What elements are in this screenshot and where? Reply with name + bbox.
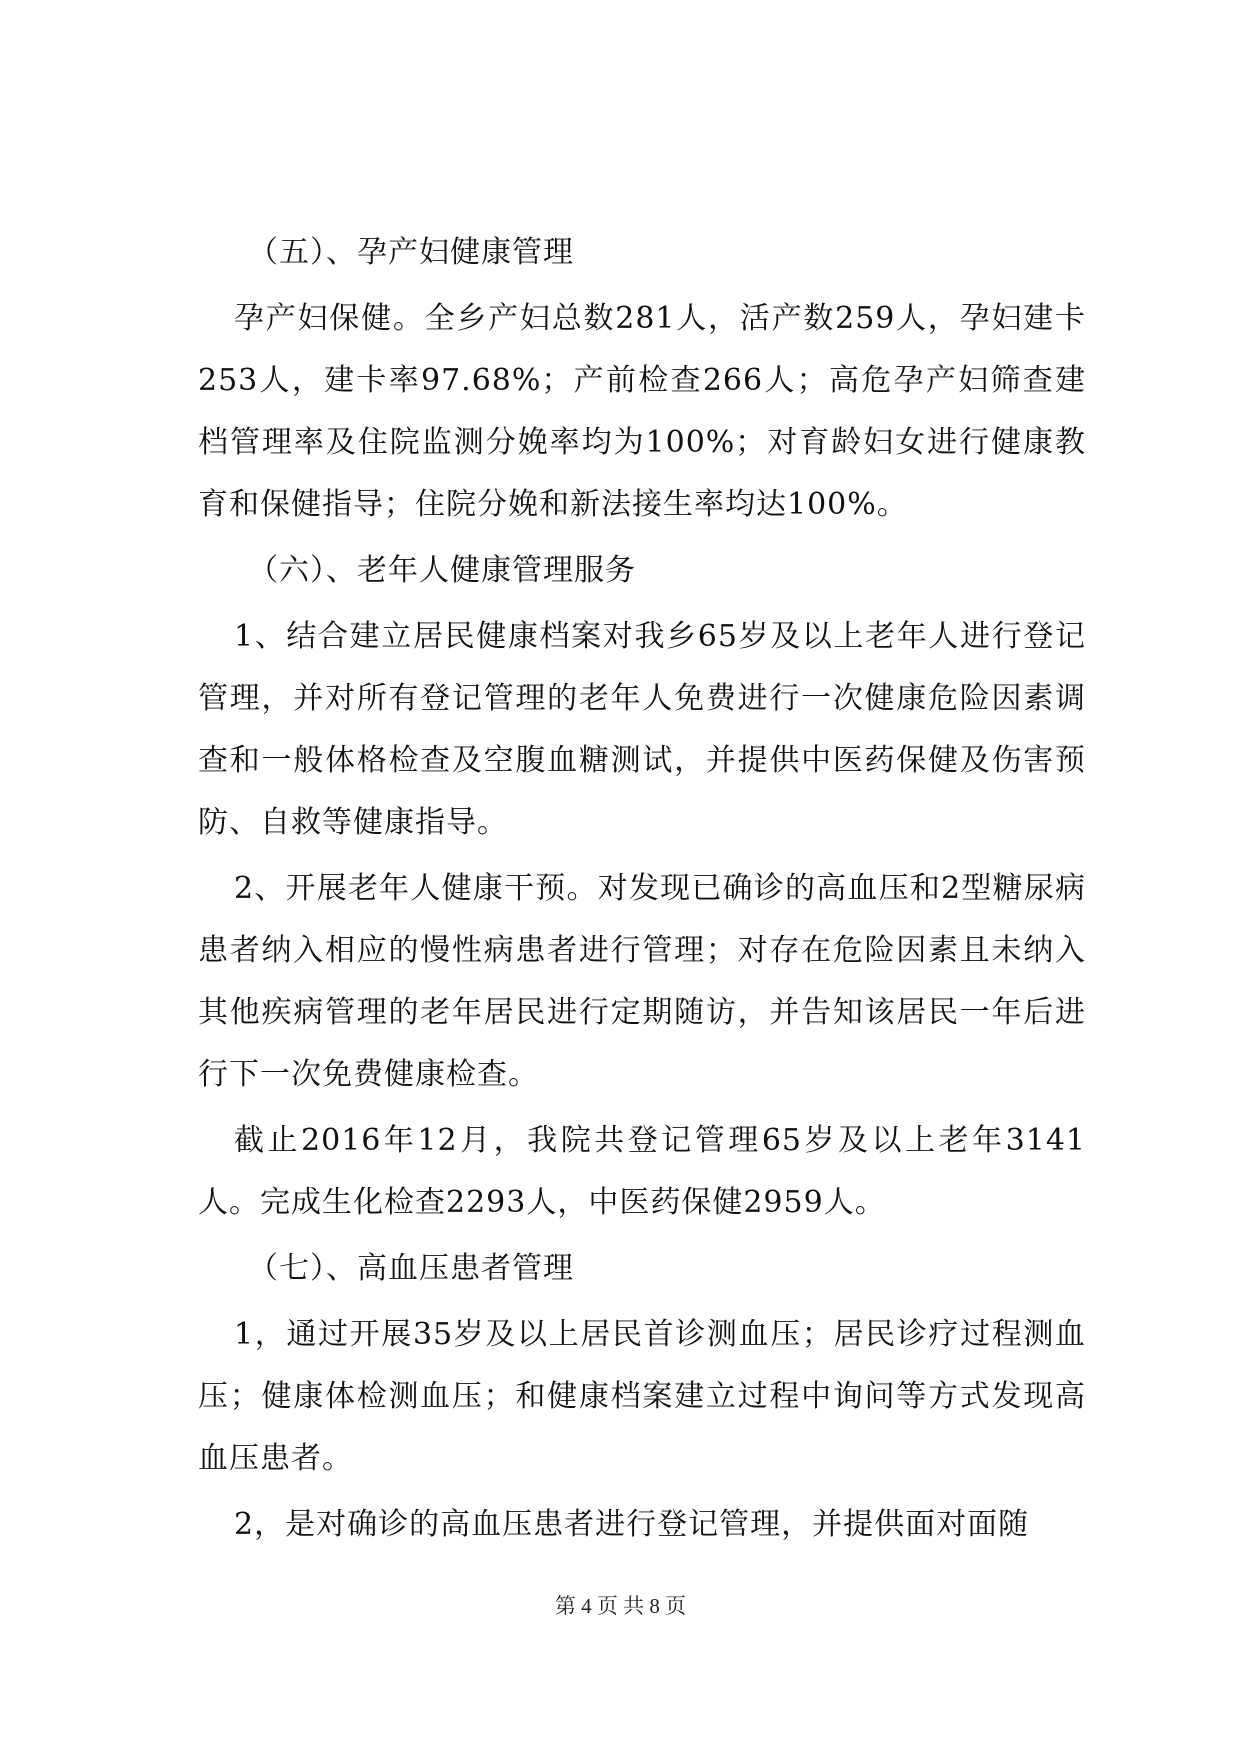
paragraph-hypertension-screening: 1，通过开展35岁及以上居民首诊测血压；居民诊疗过程测血压；健康体检测血压；和健康档案建立过程中询问等方式发现高血压患者。 [198,1317,1086,1476]
paragraph-elderly-registration: 1、结合建立居民健康档案对我乡65岁及以上老年人进行登记管理，并对所有登记管理的老年人免费进行一次健康危险因素调查和一般体格检查及空腹血糖测试，并提供中医药保健及伤害预防、自救等健康指导。 [198,619,1086,840]
section-heading-seven: （七）、高血压患者管理 [248,1251,574,1286]
section-heading-six: （六）、老年人健康管理服务 [248,553,636,588]
section-heading-five: （五）、孕产妇健康管理 [248,235,574,270]
paragraph-elderly-statistics: 截止2016年12月，我院共登记管理65岁及以上老年3141人。完成生化检查2293人，中医药保健2959人。 [198,1123,1086,1220]
paragraph-elderly-intervention: 2、开展老年人健康干预。对发现已确诊的高血压和2型糖尿病患者纳入相应的慢性病患者进行管理；对存在危险因素且未纳入其他疾病管理的老年居民进行定期随访，并告知该居民一年后进行下一次免费健康检查。 [198,871,1086,1092]
paragraph-maternal-care: 孕产妇保健。全乡产妇总数281人，活产数259人，孕妇建卡253人，建卡率97.68%；产前检查266人；高危孕产妇筛查建档管理率及住院监测分娩率均为100%；对育龄妇女进行健康教育和保健指导；住院分娩和新法接生率均达100%。 [198,301,1086,522]
page-number-footer: 第 4 页 共 8 页 [554,1594,687,1618]
document-body [198,222,1086,1560]
paragraph-hypertension-management: 2，是对确诊的高血压患者进行登记管理，并提供面对面随 [234,1507,1030,1542]
